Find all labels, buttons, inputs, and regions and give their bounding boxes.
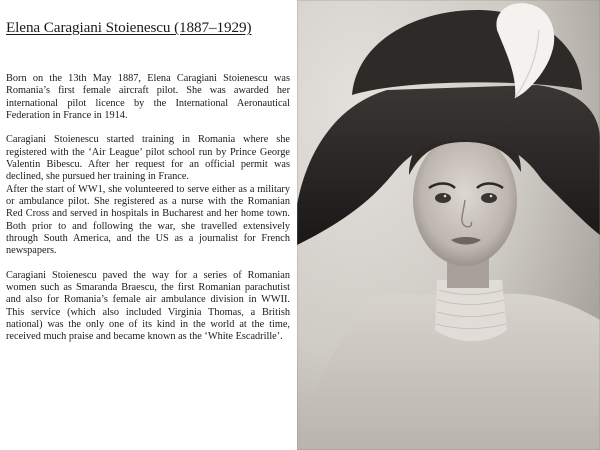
lace-collar [435, 280, 507, 341]
paragraph-training: Caragiani Stoienescu started training in Romania where she registered with the ‘Air League’ pilot school run by Prince George Valentin Bibescu. After her request for an official permit was declined, she pursued her training in France. [6, 134, 290, 183]
body-text [6, 73, 290, 344]
portrait-illustration [297, 0, 600, 450]
page-title: Elena Caragiani Stoienescu (1887–1929) [6, 19, 252, 36]
portrait-photo [297, 0, 600, 450]
paragraph-intro: Born on the 13th May 1887, Elena Caragiani Stoienescu was Romania’s first female aircraft pilot. She was awarded her international pilot licence by the International Aeronautical Federation in France in 1914. [6, 73, 290, 121]
paragraph-ww1: After the start of WW1, she volunteered to serve either as a military or ambulance pilot. She registered as a nurse with the Romanian Red Cross and served in hospitals in Bucharest and her home town. Both prior to and following the war, she travelled extensively through South America, and the US as a journalist for French newspapers. [6, 183, 290, 257]
paragraph-legacy: Caragiani Stoienescu paved the way for a series of Romanian women such as Smaranda Braescu, the first Romanian parachutist and also for Romania’s female air ambulance division in WWII. This service (which also included Virginia Thomas, a British national) was the only one of its kind in the world at the time, received much praise and became known as the ‘White Escadrille’. [6, 269, 290, 343]
text-panel [0, 0, 296, 450]
paragraph-gap [6, 257, 290, 269]
paragraph-gap [6, 122, 290, 134]
